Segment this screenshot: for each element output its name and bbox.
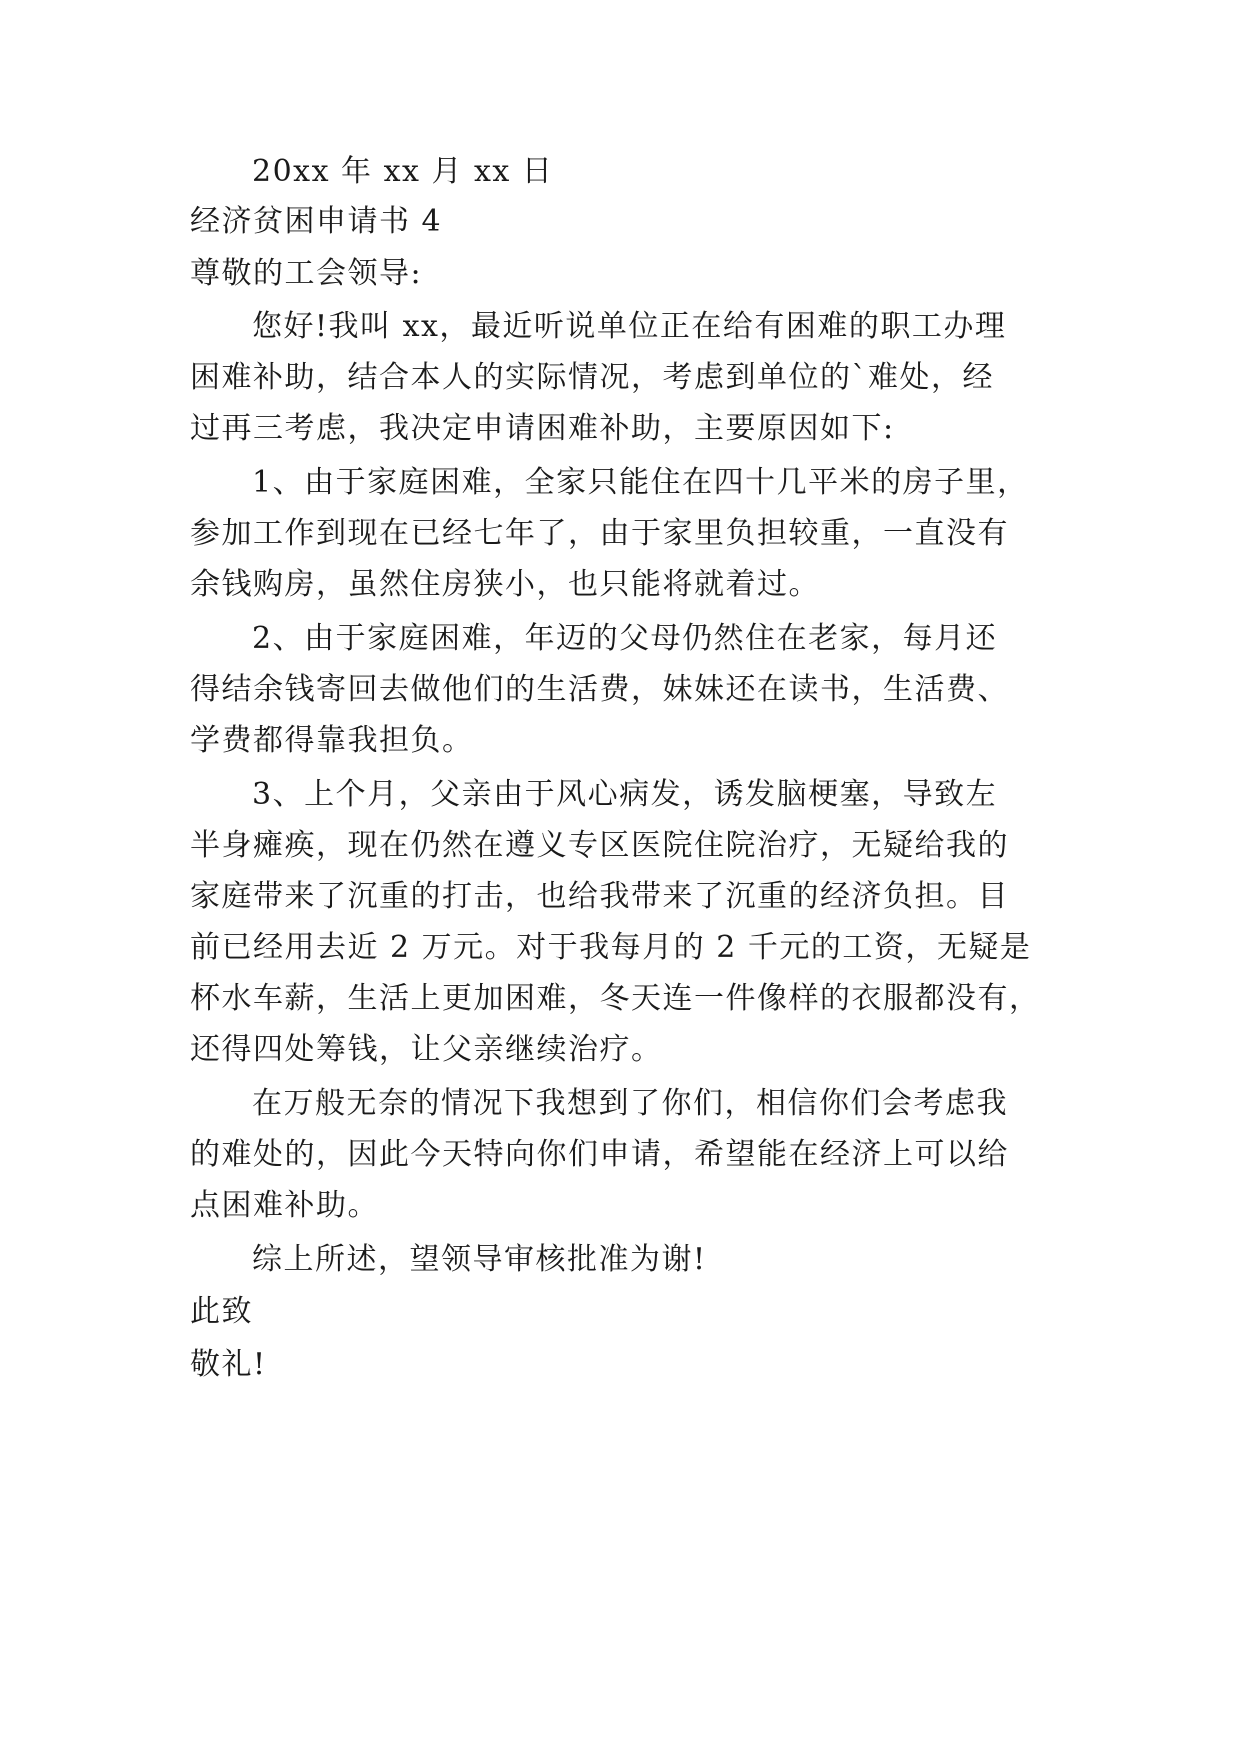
paragraph-line: 学费都得靠我担负。 [190,723,474,758]
paragraph-line: 2、由于家庭困难，年迈的父母仍然住在老家，每月还 [252,621,998,656]
closing-line: 敬礼! [190,1347,267,1382]
paragraph-line: 参加工作到现在已经七年了，由于家里负担较重，一直没有 [190,516,1009,551]
paragraph-line: 3、上个月，父亲由于风心病发，诱发脑梗塞，导致左 [252,777,998,812]
paragraph-line: 还得四处筹钱，让父亲继续治疗。 [190,1032,663,1067]
paragraph-line: 1、由于家庭困难，全家只能住在四十几平米的房子里， [252,465,1029,500]
paragraph-line: 过再三考虑，我决定申请困难补助，主要原因如下: [190,411,895,446]
closing-line: 此致 [190,1294,253,1329]
paragraph-line: 您好!我叫 xx，最近听说单位正在给有困难的职工办理 [252,309,1007,344]
paragraph-line: 前已经用去近 2 万元。对于我每月的 2 千元的工资，无疑是 [190,930,1032,965]
paragraph-line: 的难处的，因此今天特向你们申请，希望能在经济上可以给 [190,1137,1009,1172]
paragraph-line: 家庭带来了沉重的打击，也给我带来了沉重的经济负担。目 [190,879,1009,914]
paragraph-line: 杯水车薪，生活上更加困难，冬天连一件像样的衣服都没有， [190,981,1041,1016]
date-line: 20xx 年 xx 月 xx 日 [252,154,554,189]
paragraph-line: 点困难补助。 [190,1188,379,1223]
paragraph-line: 困难补助，结合本人的实际情况，考虑到单位的`难处，经 [190,360,994,395]
paragraph-line: 综上所述，望领导审核批准为谢! [252,1242,707,1277]
paragraph-line: 在万般无奈的情况下我想到了你们，相信你们会考虑我 [252,1086,1008,1121]
document-title: 经济贫困申请书 4 [190,204,443,239]
paragraph-line: 余钱购房，虽然住房狭小，也只能将就着过。 [190,567,820,602]
salutation: 尊敬的工会领导: [190,256,423,291]
paragraph-line: 半身瘫痪，现在仍然在遵义专区医院住院治疗，无疑给我的 [190,828,1009,863]
paragraph-line: 得结余钱寄回去做他们的生活费，妹妹还在读书，生活费、 [190,672,1009,707]
